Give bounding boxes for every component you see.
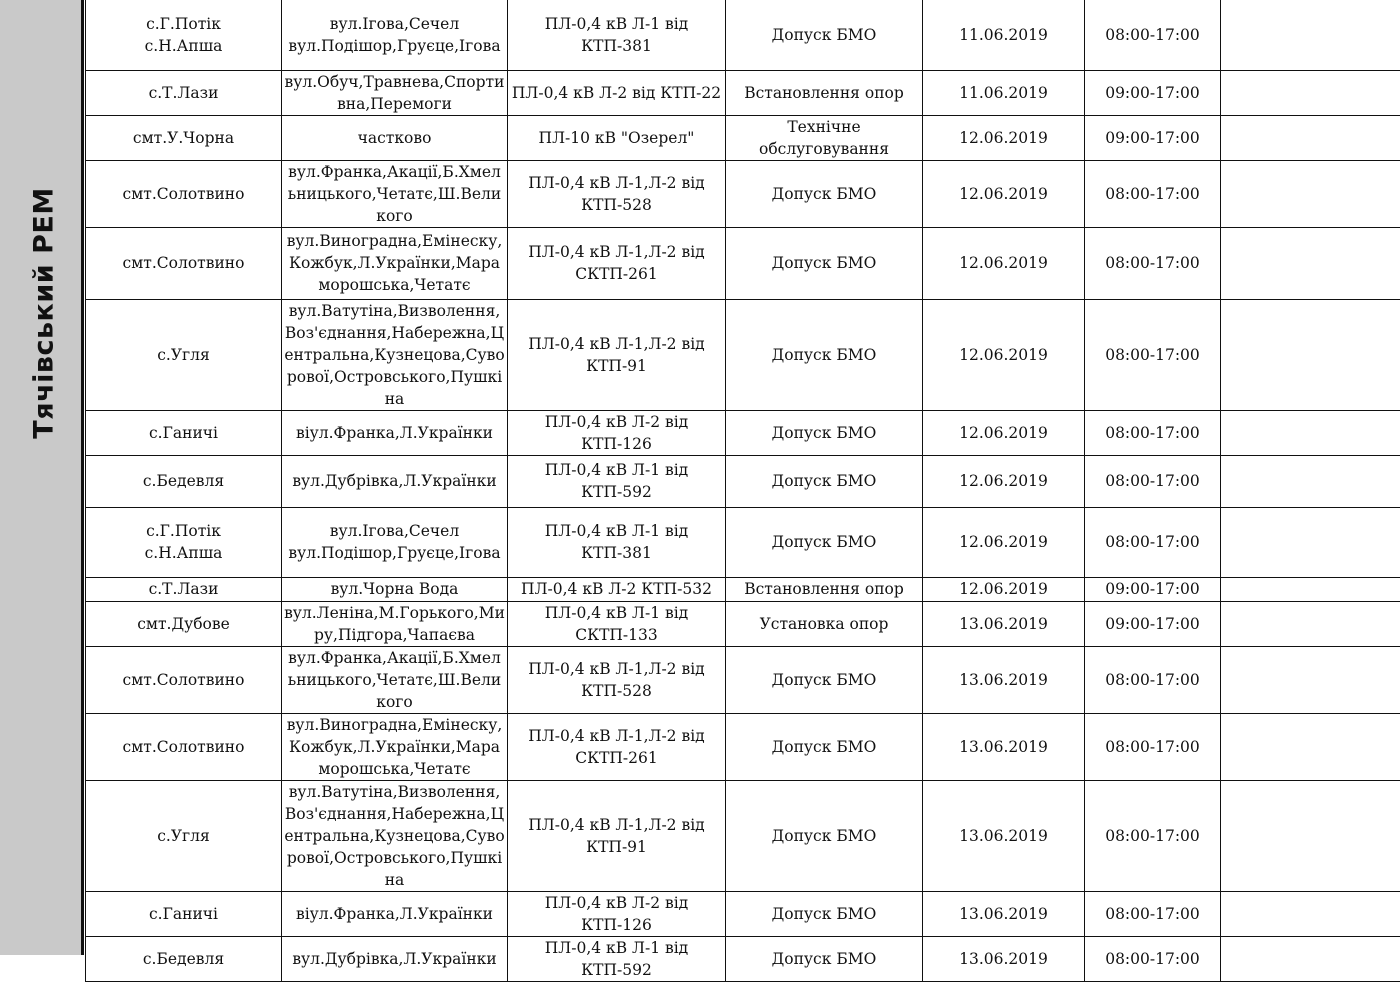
settlement-cell: с.Г.Потік с.Н.Апша (86, 507, 282, 577)
date-cell: 12.06.2019 (923, 410, 1085, 455)
date-cell: 13.06.2019 (923, 601, 1085, 646)
settlement-cell: с.Бедевля (86, 936, 282, 981)
work-type-cell: Допуск БМО (726, 780, 923, 891)
time-cell: 09:00-17:00 (1085, 601, 1221, 646)
empty-cell (1221, 936, 1400, 981)
power-line-cell: ПЛ-0,4 кВ Л-1 від КТП-381 (508, 507, 726, 577)
date-cell: 11.06.2019 (923, 70, 1085, 115)
date-cell: 12.06.2019 (923, 577, 1085, 601)
table-row (86, 780, 1400, 891)
work-type-cell: Допуск БМО (726, 713, 923, 780)
work-type-cell: Допуск БМО (726, 410, 923, 455)
date-cell: 12.06.2019 (923, 507, 1085, 577)
table-row (86, 936, 1400, 981)
table-row (86, 891, 1400, 936)
empty-cell (1221, 780, 1400, 891)
empty-cell (1221, 227, 1400, 299)
power-line-cell: ПЛ-10 кВ "Озерел" (508, 115, 726, 160)
empty-cell (1221, 299, 1400, 410)
table-row (86, 455, 1400, 507)
settlement-cell: с.Ганичі (86, 410, 282, 455)
streets-cell: вул.Ігова,Сечел вул.Подішор,Груєце,Ігова (282, 0, 508, 70)
work-type-cell: Технічне обслуговування (726, 115, 923, 160)
empty-cell (1221, 0, 1400, 70)
empty-cell (1221, 455, 1400, 507)
time-cell: 08:00-17:00 (1085, 160, 1221, 227)
time-cell: 09:00-17:00 (1085, 70, 1221, 115)
power-line-cell: ПЛ-0,4 кВ Л-1,Л-2 від КТП-528 (508, 646, 726, 713)
work-type-cell: Допуск БМО (726, 936, 923, 981)
settlement-cell: смт.Дубове (86, 601, 282, 646)
work-type-cell: Допуск БМО (726, 299, 923, 410)
power-line-cell: ПЛ-0,4 кВ Л-1 від КТП-592 (508, 936, 726, 981)
streets-cell: вул.Ігова,Сечел вул.Подішор,Груєце,Ігова (282, 507, 508, 577)
table-row (86, 70, 1400, 115)
empty-cell (1221, 115, 1400, 160)
streets-cell: частково (282, 115, 508, 160)
power-line-cell: ПЛ-0,4 кВ Л-2 від КТП-126 (508, 410, 726, 455)
power-line-cell: ПЛ-0,4 кВ Л-1 від СКТП-133 (508, 601, 726, 646)
streets-cell: віул.Франка,Л.Українки (282, 410, 508, 455)
streets-cell: віул.Франка,Л.Українки (282, 891, 508, 936)
work-type-cell: Допуск БМО (726, 227, 923, 299)
streets-cell: вул.Дубрівка,Л.Українки (282, 455, 508, 507)
work-type-cell: Установка опор (726, 601, 923, 646)
time-cell: 08:00-17:00 (1085, 299, 1221, 410)
table-row (86, 507, 1400, 577)
settlement-cell: смт.Солотвино (86, 713, 282, 780)
streets-cell: вул.Дубрівка,Л.Українки (282, 936, 508, 981)
schedule-table (85, 0, 1400, 982)
empty-cell (1221, 410, 1400, 455)
streets-cell: вул.Леніна,М.Горького,Миру,Підгора,Чапаєва (282, 601, 508, 646)
power-line-cell: ПЛ-0,4 кВ Л-1,Л-2 від КТП-91 (508, 780, 726, 891)
settlement-cell: с.Т.Лази (86, 70, 282, 115)
power-line-cell: ПЛ-0,4 кВ Л-1 від КТП-592 (508, 455, 726, 507)
work-type-cell: Допуск БМО (726, 0, 923, 70)
work-type-cell: Встановлення опор (726, 577, 923, 601)
table-row (86, 0, 1400, 70)
empty-cell (1221, 713, 1400, 780)
table-row (86, 713, 1400, 780)
time-cell: 08:00-17:00 (1085, 455, 1221, 507)
work-type-cell: Допуск БМО (726, 507, 923, 577)
date-cell: 12.06.2019 (923, 115, 1085, 160)
table-row (86, 299, 1400, 410)
time-cell: 08:00-17:00 (1085, 780, 1221, 891)
date-cell: 12.06.2019 (923, 455, 1085, 507)
streets-cell: вул.Виноградна,Емінеску,Кожбук,Л.Українки,Мараморошська,Четатє (282, 227, 508, 299)
table-row (86, 577, 1400, 601)
settlement-cell: смт.Солотвино (86, 227, 282, 299)
time-cell: 08:00-17:00 (1085, 891, 1221, 936)
settlement-cell: смт.Солотвино (86, 646, 282, 713)
settlement-cell: с.Г.Потік с.Н.Апша (86, 0, 282, 70)
settlement-cell: с.Т.Лази (86, 577, 282, 601)
empty-cell (1221, 160, 1400, 227)
empty-cell (1221, 507, 1400, 577)
settlement-cell: с.Угля (86, 780, 282, 891)
streets-cell: вул.Франка,Акації,Б.Хмельницького,Четатє,Ш.Великого (282, 646, 508, 713)
power-line-cell: ПЛ-0,4 кВ Л-2 від КТП-22 (508, 70, 726, 115)
settlement-cell: с.Бедевля (86, 455, 282, 507)
table-row (86, 160, 1400, 227)
work-type-cell: Допуск БМО (726, 646, 923, 713)
empty-cell (1221, 70, 1400, 115)
streets-cell: вул.Обуч,Травнева,Спортивна,Перемоги (282, 70, 508, 115)
power-line-cell: ПЛ-0,4 кВ Л-1,Л-2 від КТП-528 (508, 160, 726, 227)
side-label: Тячівський РЕМ (29, 187, 60, 438)
power-line-cell: ПЛ-0,4 кВ Л-2 від КТП-126 (508, 891, 726, 936)
table-row (86, 601, 1400, 646)
power-line-cell: ПЛ-0,4 кВ Л-1,Л-2 від СКТП-261 (508, 713, 726, 780)
settlement-cell: с.Ганичі (86, 891, 282, 936)
streets-cell: вул.Чорна Вода (282, 577, 508, 601)
time-cell: 08:00-17:00 (1085, 507, 1221, 577)
streets-cell: вул.Ватутіна,Визволення,Воз'єднання,Набережна,Центральна,Кузнецова,Суворової,Островського,Пушкіна (282, 299, 508, 410)
work-type-cell: Встановлення опор (726, 70, 923, 115)
work-type-cell: Допуск БМО (726, 160, 923, 227)
time-cell: 09:00-17:00 (1085, 577, 1221, 601)
table-row (86, 646, 1400, 713)
date-cell: 13.06.2019 (923, 891, 1085, 936)
empty-cell (1221, 601, 1400, 646)
date-cell: 12.06.2019 (923, 299, 1085, 410)
side-panel (0, 0, 84, 955)
settlement-cell: с.Угля (86, 299, 282, 410)
time-cell: 08:00-17:00 (1085, 227, 1221, 299)
settlement-cell: смт.Солотвино (86, 160, 282, 227)
date-cell: 11.06.2019 (923, 0, 1085, 70)
date-cell: 13.06.2019 (923, 713, 1085, 780)
time-cell: 08:00-17:00 (1085, 410, 1221, 455)
streets-cell: вул.Виноградна,Емінеску,Кожбук,Л.Українки,Мараморошська,Четатє (282, 713, 508, 780)
work-type-cell: Допуск БМО (726, 455, 923, 507)
time-cell: 08:00-17:00 (1085, 936, 1221, 981)
power-line-cell: ПЛ-0,4 кВ Л-2 КТП-532 (508, 577, 726, 601)
time-cell: 08:00-17:00 (1085, 646, 1221, 713)
table-row (86, 227, 1400, 299)
power-line-cell: ПЛ-0,4 кВ Л-1,Л-2 від КТП-91 (508, 299, 726, 410)
empty-cell (1221, 891, 1400, 936)
date-cell: 12.06.2019 (923, 160, 1085, 227)
schedule-rows (86, 0, 1400, 981)
table-row (86, 115, 1400, 160)
time-cell: 08:00-17:00 (1085, 713, 1221, 780)
date-cell: 13.06.2019 (923, 646, 1085, 713)
work-type-cell: Допуск БМО (726, 891, 923, 936)
streets-cell: вул.Ватутіна,Визволення,Воз'єднання,Набережна,Центральна,Кузнецова,Суворової,Островського,Пушкіна (282, 780, 508, 891)
streets-cell: вул.Франка,Акації,Б.Хмельницького,Четатє,Ш.Великого (282, 160, 508, 227)
power-line-cell: ПЛ-0,4 кВ Л-1 від КТП-381 (508, 0, 726, 70)
date-cell: 12.06.2019 (923, 227, 1085, 299)
table-row (86, 410, 1400, 455)
date-cell: 13.06.2019 (923, 936, 1085, 981)
date-cell: 13.06.2019 (923, 780, 1085, 891)
settlement-cell: смт.У.Чорна (86, 115, 282, 160)
time-cell: 09:00-17:00 (1085, 115, 1221, 160)
time-cell: 08:00-17:00 (1085, 0, 1221, 70)
power-line-cell: ПЛ-0,4 кВ Л-1,Л-2 від СКТП-261 (508, 227, 726, 299)
empty-cell (1221, 577, 1400, 601)
empty-cell (1221, 646, 1400, 713)
